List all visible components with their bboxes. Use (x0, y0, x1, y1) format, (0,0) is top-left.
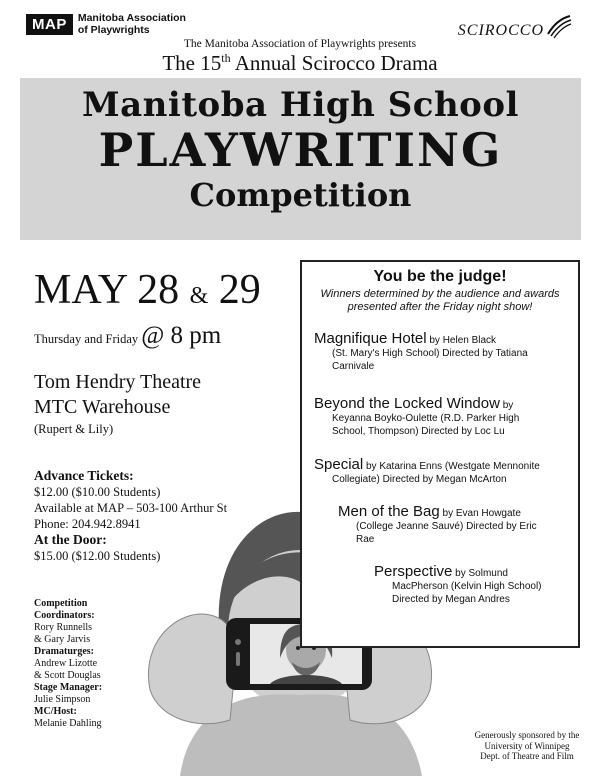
title-line-1: Manitoba High School (82, 85, 519, 125)
event-venue: Tom Hendry Theatre MTC Warehouse (Rupert & Lily) (34, 371, 202, 436)
scirocco-logo (458, 14, 572, 40)
advance-label: Advance Tickets: (34, 468, 134, 483)
title-line-3: Competition (189, 176, 412, 214)
ticket-info: Advance Tickets: $12.00 ($10.00 Students) Available at MAP – 503-100 Arthur St Phone: 204.942.8941 At the Door: $15.00 ($12.00 Students) (34, 468, 228, 563)
judge-subtitle: Winners determined by the audience and awards presented after the Friday night show! (320, 288, 560, 313)
event-date: MAY 28 & 29 (34, 267, 261, 313)
annual-line: The 15th Annual Scirocco Drama (162, 51, 438, 75)
judge-panel (300, 260, 580, 648)
title-line-2: PLAYWRITING (98, 123, 503, 177)
door-label: At the Door: (34, 532, 107, 547)
play-item: Magnifique Hotel by Helen Black (St. Mary's High School) Directed by Tatiana Carnivale (314, 330, 528, 372)
scirocco-wordmark: SCIROCCO (457, 22, 544, 39)
left-hand-shape (148, 614, 236, 724)
play-title: Beyond the Locked Window (314, 395, 500, 412)
play-title: Perspective (374, 563, 453, 580)
play-item: Perspective by Solmund MacPherson (Kelvin High School) Directed by Megan Andres (374, 563, 542, 605)
presents-line: The Manitoba Association of Playwrights presents (183, 38, 417, 50)
play-title: Men of the Bag (338, 503, 440, 520)
judge-title: You be the judge! (373, 268, 507, 285)
phone-camera-icon (235, 639, 241, 645)
event-time: Thursday and Friday @ 8 pm (34, 322, 222, 349)
play-title: Magnifique Hotel (314, 330, 427, 347)
play-item: Men of the Bag by Evan Howgate (College Jeanne Sauvé) Directed by Eric Rae (338, 503, 537, 545)
map-logo-mark: MAP (26, 14, 73, 35)
sponsor-note: Generously sponsored by the University of Winnipeg Dept. of Theatre and Film (474, 730, 580, 761)
swirl-icon (546, 14, 572, 40)
play-title: Special (314, 456, 364, 473)
play-item: Special by Katarina Enns (Westgate Mennonite Collegiate) Directed by Megan McArton (314, 456, 540, 485)
play-item: Beyond the Locked Window by Keyanna Boyko-Oulette (R.D. Parker High School, Thompson) Directed by Loc Lu (314, 395, 520, 437)
phone-number: Phone: 204.942.8941 (34, 517, 141, 531)
phone-button-icon (236, 652, 240, 666)
credits: Competition Coordinators: Rory Runnells & Gary Jarvis Dramaturges: Andrew Lizotte & Scott Douglas Stage Manager: Julie Simpson MC/Host: Melanie Dahling (34, 598, 103, 729)
map-logo (26, 12, 186, 36)
title-banner (20, 78, 581, 240)
map-logo-name: Manitoba Association of Playwrights (77, 12, 186, 36)
